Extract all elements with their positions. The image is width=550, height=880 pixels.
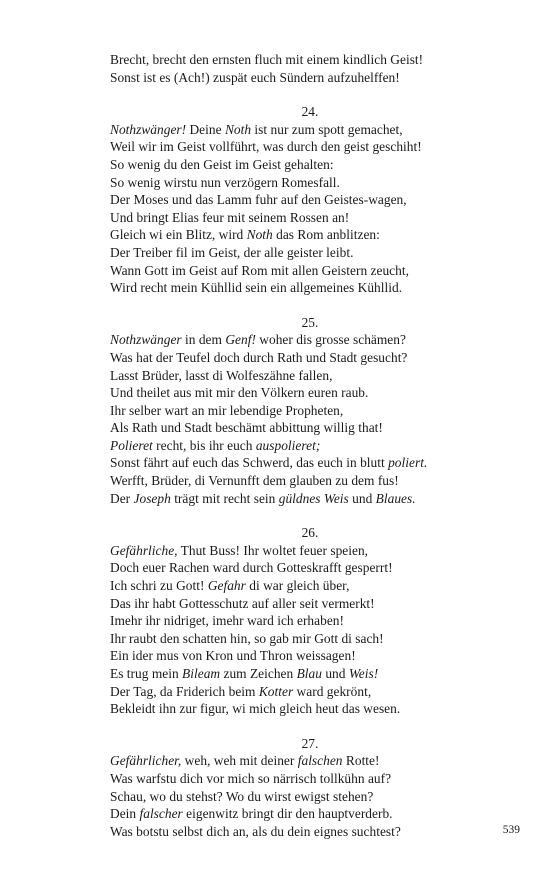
verse-segment: trägt mit recht sein — [170, 490, 279, 506]
stanza-gap — [110, 718, 510, 735]
verse-segment: und — [321, 666, 349, 681]
page-number: 539 — [502, 824, 520, 836]
verse-line — [110, 472, 510, 490]
verse-italic-segment: Gefährliche, — [110, 542, 178, 558]
verse-segment: Und theilet aus mit mir den Völkern euren raub. — [110, 385, 369, 401]
verse-segment: in dem — [181, 332, 226, 348]
verse-line — [110, 577, 510, 595]
verse-italic-segment: Nothzwänger — [110, 332, 182, 348]
verse-line — [110, 209, 510, 227]
verse-segment: Ich schri zu Gott! — [110, 578, 208, 594]
verse-segment: Und bringt Elias feur mit seinem Rossen an! — [110, 209, 350, 225]
stanza-number: 25. — [301, 314, 319, 330]
verse-segment: woher dis grosse schämen? — [255, 332, 406, 348]
verse-segment: Der — [110, 490, 134, 506]
verse-segment: So wenig du den Geist im Geist gehalten: — [110, 156, 334, 172]
verse-line — [110, 69, 510, 87]
verse-line — [110, 191, 510, 209]
verse-italic-segment: Blaues. — [375, 490, 416, 506]
verse-line — [110, 454, 510, 472]
verse-line — [110, 542, 510, 560]
verse-line — [110, 51, 510, 69]
verse-segment: Weil wir im Geist vollführt, was durch den geist geschiht! — [110, 139, 422, 155]
verse-line — [110, 752, 510, 770]
verse-segment: Deine — [186, 121, 225, 137]
verse-line — [110, 402, 510, 420]
verse-segment: Der Treiber fil im Geist, der alle geister leibt. — [110, 244, 354, 260]
verse-segment: Gleich wi ein Blitz, wird — [110, 227, 247, 243]
verse-line — [110, 490, 510, 508]
verse-segment: Sonst fährt auf euch das Schwerd, das euch in blutt — [110, 455, 389, 471]
verse-segment: Sonst ist es (Ach!) zuspät euch Sündern aufzuhelffen! — [110, 69, 400, 85]
verse-segment: Imehr ihr nidriget, imehr ward ich erhaben! — [110, 613, 344, 629]
verse-segment: recht, bis ihr euch — [152, 437, 256, 453]
verse-italic-segment: poliert. — [388, 455, 428, 471]
verse-segment: Es trug mein — [110, 666, 183, 681]
verse-segment: das Rom anblitzen: — [272, 227, 380, 243]
verse-line — [110, 138, 510, 156]
verse-segment: Thut Buss! Ihr woltet feuer speien, — [177, 542, 369, 558]
stanza-number: 26. — [301, 525, 319, 541]
verse-segment: Doch euer Rachen ward durch Gotteskrafft gesperrt! — [110, 560, 393, 576]
verse-line — [110, 437, 510, 455]
verse-italic-segment: Genf! — [225, 332, 256, 348]
verse-italic-segment: Kotter — [258, 683, 294, 699]
verse-italic-segment: falschen — [297, 753, 343, 769]
verse-line — [110, 823, 510, 841]
verse-segment: So wenig wirstu nun verzögern Romesfall. — [110, 174, 340, 190]
verse-segment: Wann Gott im Geist auf Rom mit allen Geistern zeucht, — [110, 262, 409, 278]
verse-italic-segment: güldnes Weis — [278, 490, 349, 506]
verse-segment: und — [348, 490, 376, 506]
verse-line — [110, 331, 510, 349]
verse-line — [110, 700, 510, 718]
verse-segment: di war gleich über, — [245, 578, 350, 594]
verse-segment: Der Moses und das Lamm fuhr auf den Geistes-wagen, — [110, 192, 407, 208]
verse-italic-segment: Polieret — [110, 437, 153, 453]
stanza-gap — [110, 297, 510, 314]
verse-segment: Brecht, brecht den ernsten fluch mit einem kindlich Geist! — [110, 52, 424, 67]
verse-segment: Werfft, Brüder, di Vernunfft dem glauben zu dem fus! — [110, 473, 399, 489]
verse-segment: Schau, wo du stehst? Wo du wirst ewigst stehen? — [110, 788, 374, 804]
verse-line — [110, 121, 510, 139]
verse-line — [110, 349, 510, 367]
verse-segment: Was hat der Teufel doch durch Rath und Stadt gesucht? — [110, 349, 408, 365]
verse-italic-segment: Nothzwänger! — [110, 121, 187, 137]
verse-segment: Der Tag, da Friderich beim — [110, 683, 259, 699]
verse-italic-segment: Noth — [246, 227, 273, 243]
stanza-number: 24. — [301, 104, 319, 120]
verse-segment: Was botstu selbst dich an, als du dein eignes suchtest? — [110, 823, 401, 839]
verse-italic-segment: Weis! — [348, 666, 379, 681]
verse-segment: Das ihr habt Gottesschutz auf aller seit vermerkt! — [110, 595, 375, 611]
verse-line — [110, 665, 510, 683]
verse-line — [110, 156, 510, 174]
verse-italic-segment: Noth — [224, 121, 252, 137]
verse-segment: Was warfstu dich vor mich so närrisch tollkühn auf? — [110, 770, 392, 786]
stanza-gap — [110, 86, 510, 103]
verse-segment: ward gekrönt, — [293, 683, 372, 699]
verse-segment: zum Zeichen — [220, 666, 297, 681]
verse-italic-segment: Gefährlicher, — [110, 753, 182, 769]
stanza-gap — [110, 507, 510, 524]
verse-segment: Dein — [110, 806, 140, 822]
verse-line — [110, 788, 510, 806]
verse-line — [110, 262, 510, 280]
verse-line — [110, 174, 510, 192]
poem-text — [110, 51, 510, 840]
verse-segment: eigenwitz bringt dir den hauptverderb. — [182, 806, 393, 822]
verse-line — [110, 612, 510, 630]
verse-line — [110, 630, 510, 648]
verse-line — [110, 384, 510, 402]
verse-line — [110, 595, 510, 613]
verse-italic-segment: Joseph — [133, 490, 171, 506]
verse-line — [110, 367, 510, 385]
verse-line — [110, 770, 510, 788]
verse-segment: Rotte! — [342, 753, 380, 769]
verse-segment: Ihr raubt den schatten hin, so gab mir Gott di sach! — [110, 630, 384, 646]
verse-segment: ist nur zum spott gemachet, — [251, 121, 403, 137]
verse-line — [110, 805, 510, 823]
verse-segment: weh, weh mit deiner — [181, 753, 298, 769]
stanza-number: 27. — [301, 735, 319, 751]
verse-segment: Ihr selber wart an mir lebendige Propheten, — [110, 402, 344, 418]
verse-segment: Bekleidt ihn zur figur, wi mich gleich heut das wesen. — [110, 701, 401, 717]
verse-italic-segment: falscher — [139, 806, 183, 822]
verse-italic-segment: Gefahr — [207, 578, 246, 594]
verse-line — [110, 279, 510, 297]
verse-line — [110, 683, 510, 701]
verse-italic-segment: Blau — [296, 666, 322, 681]
verse-segment: Ein ider mus von Kron und Thron weissagen! — [110, 648, 356, 664]
verse-line — [110, 226, 510, 244]
verse-line — [110, 647, 510, 665]
verse-italic-segment: auspolieret; — [255, 437, 321, 453]
verse-line — [110, 419, 510, 437]
verse-italic-segment: Bileam — [182, 666, 221, 681]
verse-segment: Wird recht mein Kühllid sein ein allgemeines Kühllid. — [110, 280, 403, 296]
verse-segment: Als Rath und Stadt beschämt abbittung willig that! — [110, 420, 383, 436]
verse-line — [110, 244, 510, 262]
verse-segment: Lasst Brüder, lasst di Wolfeszähne fallen, — [110, 367, 333, 383]
verse-line — [110, 559, 510, 577]
